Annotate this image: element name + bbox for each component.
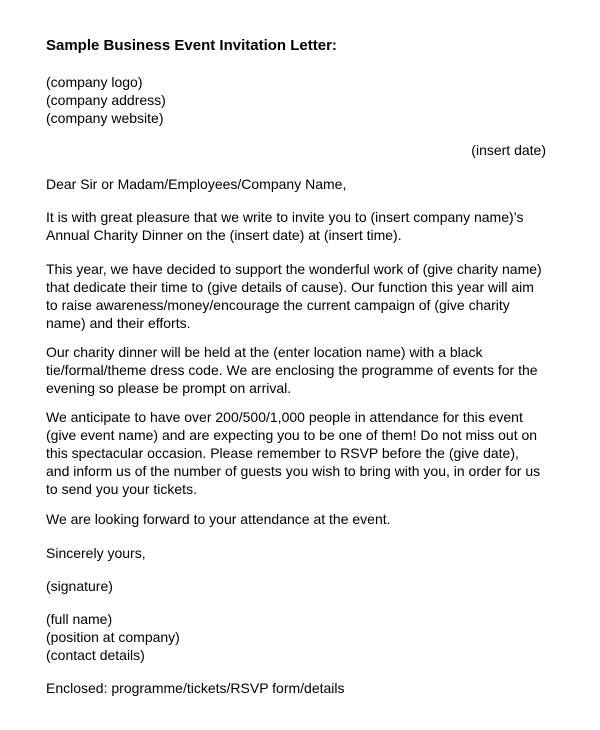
paragraph-closing-note (46, 510, 566, 528)
paragraph-line: tie/formal/theme dress code. We are enclosing the programme of events for the (46, 362, 538, 378)
enclosures (46, 679, 566, 697)
paragraph-line: Our charity dinner will be held at the (enter location name) with a black (46, 344, 483, 360)
paragraph-charity (46, 260, 566, 332)
letter-title: Sample Business Event Invitation Letter: (46, 37, 337, 54)
paragraph-line: name) and their efforts. (46, 315, 191, 331)
full-name-placeholder: (full name) (46, 611, 113, 627)
contact-details-placeholder: (contact details) (46, 647, 145, 663)
company-website-placeholder: (company website) (46, 110, 164, 126)
closing (46, 544, 566, 562)
paragraph-line: We are looking forward to your attendance at the event. (46, 511, 391, 527)
paragraph-line: to send you your tickets. (46, 481, 197, 497)
salutation-text: Dear Sir or Madam/Employees/Company Name, (46, 176, 347, 192)
company-header (46, 73, 566, 127)
paragraph-line: that dedicate their time to (give details of cause). Our function this year will aim (46, 279, 534, 295)
company-address-placeholder: (company address) (46, 92, 166, 108)
paragraph-line: Annual Charity Dinner on the (insert date) at (insert time). (46, 227, 402, 243)
closing-text: Sincerely yours, (46, 545, 146, 561)
paragraph-line: evening so please be prompt on arrival. (46, 380, 292, 396)
paragraph-line: and inform us of the number of guests you wish to bring with you, in order for us (46, 463, 541, 479)
paragraph-line: (give event name) and are expecting you to be one of them! Do not miss out on (46, 427, 538, 443)
sender-details (46, 610, 566, 664)
company-logo-placeholder: (company logo) (46, 74, 143, 90)
paragraph-line: to raise awareness/money/encourage the current campaign of (give charity (46, 297, 510, 313)
paragraph-invitation (46, 208, 566, 244)
position-placeholder: (position at company) (46, 629, 180, 645)
paragraph-line: this spectacular occasion. Please remember to RSVP before the (give date), (46, 445, 519, 461)
signature-block (46, 577, 566, 595)
signature-placeholder: (signature) (46, 578, 113, 594)
enclosures-text: Enclosed: programme/tickets/RSVP form/details (46, 680, 345, 696)
paragraph-attendance (46, 408, 566, 498)
paragraph-line: We anticipate to have over 200/500/1,000 people in attendance for this event (46, 409, 523, 425)
salutation (46, 175, 566, 193)
paragraph-dinner-details (46, 343, 566, 397)
paragraph-line: This year, we have decided to support the wonderful work of (give charity name) (46, 261, 542, 277)
letter-date: (insert date) (471, 142, 546, 158)
paragraph-line: It is with great pleasure that we write to invite you to (insert company name)’s (46, 209, 524, 225)
